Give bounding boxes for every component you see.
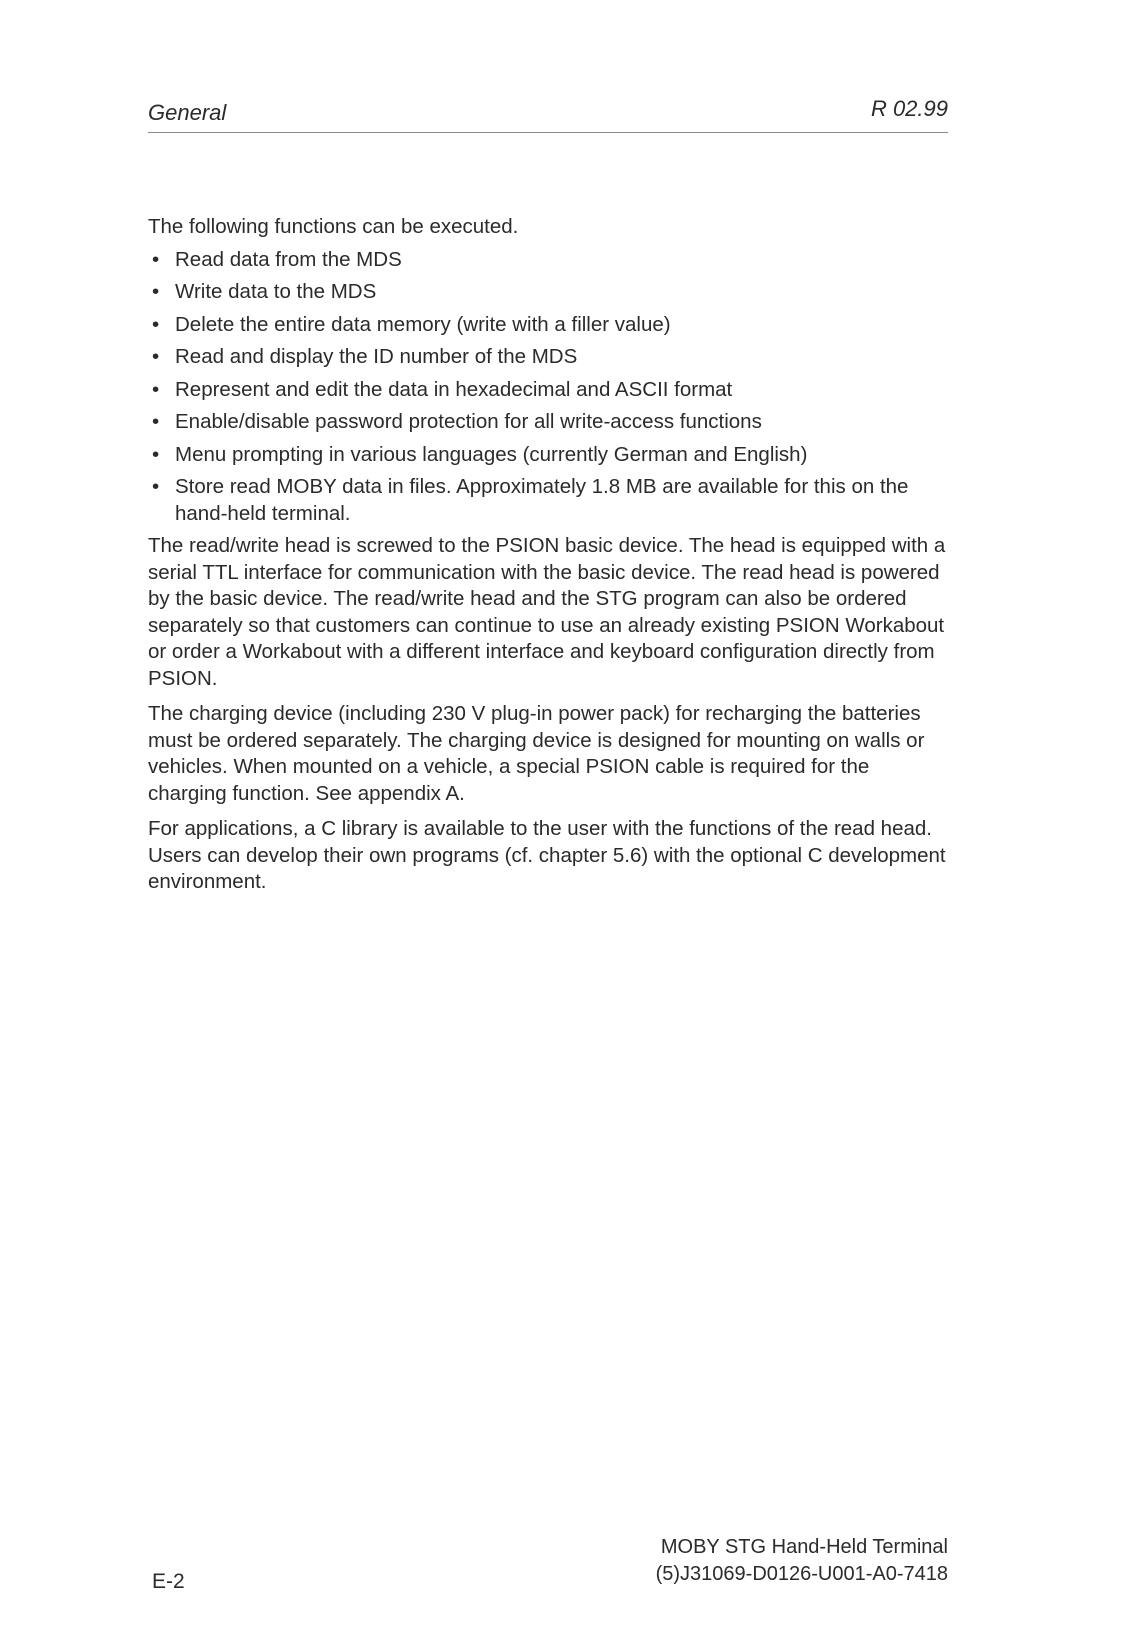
bullet-icon: • xyxy=(152,475,160,498)
bullet-icon: • xyxy=(152,345,160,368)
list-item xyxy=(148,247,948,274)
list-item-text: Delete the entire data memory (write with a filler value) xyxy=(175,312,671,336)
list-item-text: Menu prompting in various languages (currently German and English) xyxy=(175,442,808,466)
paragraph-read-write-head: The read/write head is screwed to the PSION basic device. The head is equipped with a serial TTL interface for communication with the basic device. The read head is powered by the basic device. The read/write head and the STG program can also be ordered separately so that customers can continue to use an already existing PSION Workabout or order a Workabout with a different interface and keyboard configuration directly from PSION. xyxy=(148,534,946,690)
function-list xyxy=(148,247,948,528)
list-item xyxy=(148,377,948,404)
list-item xyxy=(148,279,948,306)
paragraph-c-library: For applications, a C library is available to the user with the functions of the read head. Users can develop their own programs (cf. chapter 5.6) with the optional C development environment. xyxy=(148,817,946,893)
bullet-icon: • xyxy=(152,280,160,303)
document-title: MOBY STG Hand-Held Terminal xyxy=(660,1536,948,1558)
order-number: (5)J31069-D0126-U001-A0-7418 xyxy=(655,1563,948,1585)
list-item-text: Write data to the MDS xyxy=(175,280,377,303)
bullet-icon: • xyxy=(152,312,160,336)
revision-label: R 02.99 xyxy=(870,96,948,121)
list-item xyxy=(148,442,948,469)
page-number: E-2 xyxy=(152,1570,185,1593)
list-item xyxy=(148,409,948,436)
body-content xyxy=(148,214,948,905)
section-title: General xyxy=(148,100,227,125)
bullet-icon: • xyxy=(152,442,160,466)
paragraph-charging-device: The charging device (including 230 V plug-in power pack) for recharging the batteries must be ordered separately. The charging device is designed for mounting on walls or vehicles. When mounted on a vehicle, a special PSION cable is required for the charging function. See appendix A. xyxy=(148,702,925,805)
bullet-icon: • xyxy=(152,247,160,271)
page-header xyxy=(148,92,948,133)
intro-text: The following functions can be executed. xyxy=(148,215,519,238)
list-item-text: Enable/disable password protection for all write-access functions xyxy=(175,410,762,433)
list-item-text: Represent and edit the data in hexadecimal and ASCII format xyxy=(175,377,733,401)
bullet-icon: • xyxy=(152,377,160,401)
list-item xyxy=(148,312,948,339)
list-item-text: Read data from the MDS xyxy=(175,247,402,271)
list-item xyxy=(148,344,948,371)
list-item xyxy=(148,474,948,527)
list-item-text: Store read MOBY data in files. Approximately 1.8 MB are available for this on the hand-held terminal. xyxy=(175,475,909,525)
page-footer xyxy=(656,1534,948,1588)
list-item-text: Read and display the ID number of the MDS xyxy=(175,345,578,368)
bullet-icon: • xyxy=(152,410,160,433)
